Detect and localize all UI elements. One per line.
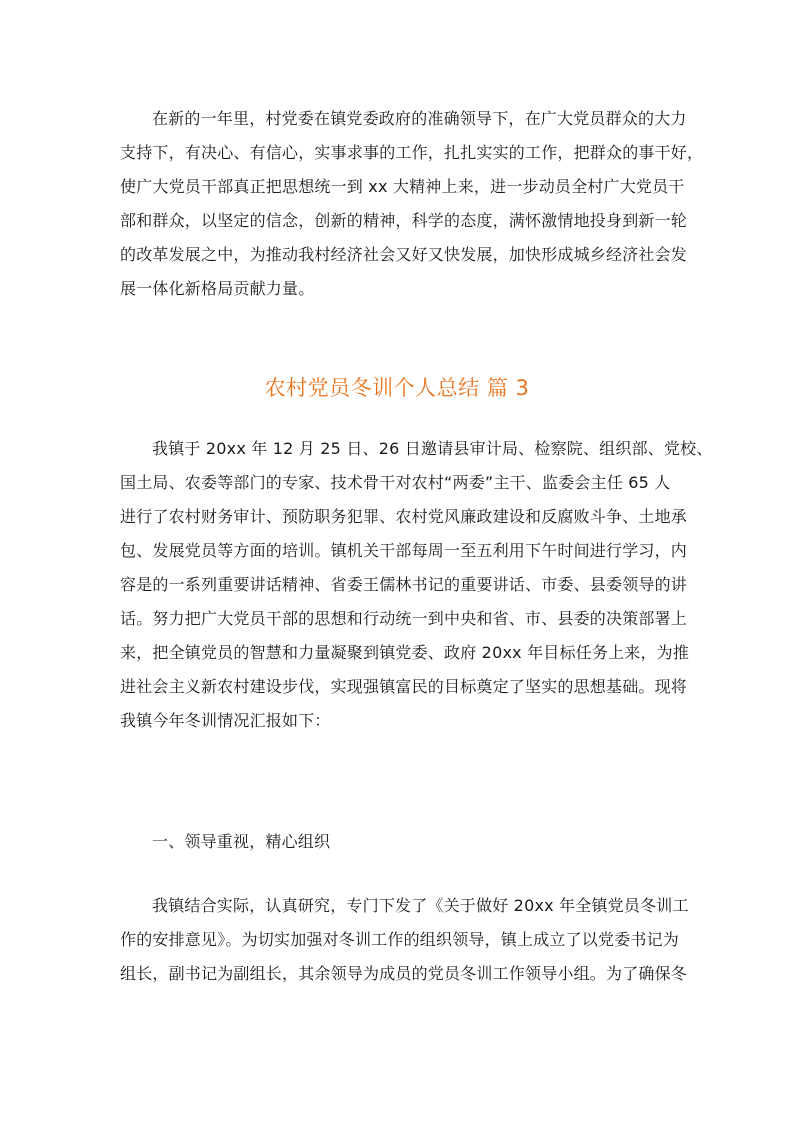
paragraph-line: 支持下，有决心、有信心，实事求事的工作，扎扎实实的工作，把群众的事干好， xyxy=(120,143,704,162)
paragraph-line: 我镇结合实际，认真研究，专门下发了《关于做好 20xx 年全镇党员冬训工 xyxy=(152,896,689,915)
paragraph-line: 容是的一系列重要讲话精神、省委王儒林书记的重要讲话、市委、县委领导的讲 xyxy=(120,575,688,594)
section-title: 农村党员冬训个人总结 篇 3 xyxy=(264,376,530,400)
paragraph-line: 包、发展党员等方面的培训。镇机关干部每周一至五利用下午时间进行学习，内 xyxy=(120,541,688,560)
paragraph-line: 展一体化新格局贡献力量。 xyxy=(120,279,315,298)
paragraph-line: 进行了农村财务审计、预防职务犯罪、农村党风廉政建设和反腐败斗争、土地承 xyxy=(120,507,688,526)
paragraph-line: 在新的一年里，村党委在镇党委政府的准确领导下，在广大党员群众的大力 xyxy=(152,109,687,128)
section-paragraph xyxy=(120,889,689,991)
section-heading: 一、领导重视，精心组织 xyxy=(152,832,331,851)
paragraph-line: 我镇今年冬训情况汇报如下： xyxy=(120,711,331,730)
paragraph-line: 来，把全镇党员的智慧和力量凝聚到镇党委、政府 20xx 年目标任务上来，为推 xyxy=(120,643,690,662)
paragraph-line: 我镇于 20xx 年 12 月 25 日、26 日邀请县审计局、检察院、组织部、党校、 xyxy=(152,439,713,458)
paragraph-line: 话。努力把广大党员干部的思想和行动统一到中央和省、市、县委的决策部署上 xyxy=(120,609,688,628)
paragraph-line: 部和群众，以坚定的信念，创新的精神，科学的态度，满怀激情地投身到新一轮 xyxy=(120,211,688,230)
paragraph-line: 进社会主义新农村建设步伐，实现强镇富民的目标奠定了坚实的思想基础。现将 xyxy=(120,677,688,696)
intro-paragraph xyxy=(120,102,704,306)
paragraph-line: 组长，副书记为副组长，其余领导为成员的党员冬训工作领导小组。为了确保冬 xyxy=(120,964,688,983)
body-paragraph xyxy=(120,432,713,738)
paragraph-line: 的改革发展之中，为推动我村经济社会又好又快发展，加快形成城乡经济社会发 xyxy=(120,245,688,264)
paragraph-line: 作的安排意见》。为切实加强对冬训工作的组织领导，镇上成立了以党委书记为 xyxy=(120,930,680,949)
paragraph-line: 国土局、农委等部门的专家、技术骨干对农村“两委”主干、监委会主任 65 人 xyxy=(120,473,671,492)
paragraph-line: 使广大党员干部真正把思想统一到 xx 大精神上来，进一步动员全村广大党员干 xyxy=(120,177,685,196)
section-heading-block xyxy=(120,825,676,859)
